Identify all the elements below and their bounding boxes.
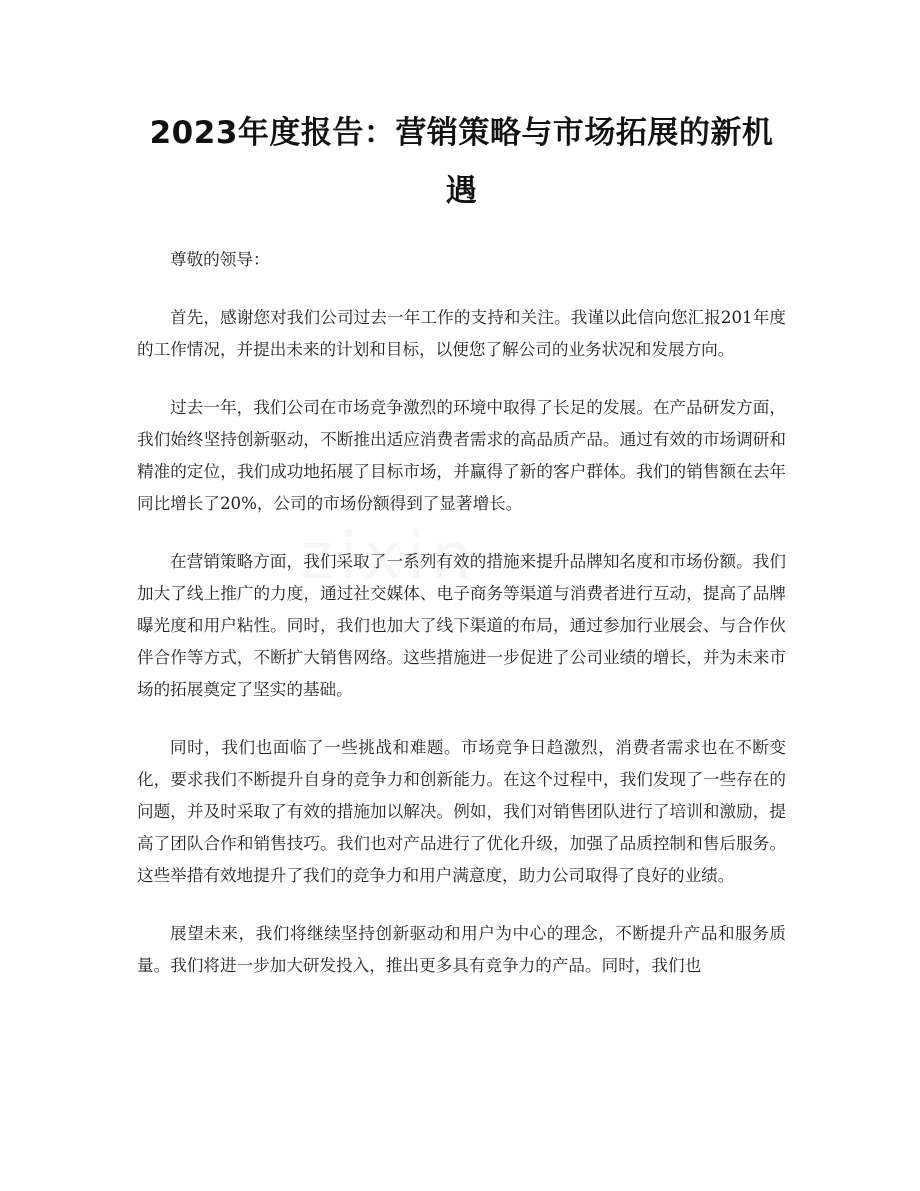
marketing-strategy-paragraph: 在营销策略方面，我们采取了一系列有效的措施来提升品牌知名度和市场份额。我们加大了线上推广的力度，通过社交媒体、电子商务等渠道与消费者进行互动，提高了品牌曝光度和用户粘性。同时，我们也加大了线下渠道的布局，通过参加行业展会、与合作伙伴合作等方式，不断扩大销售网络。这些措施进一步促进了公司业绩的增长，并为未来市场的拓展奠定了坚实的基础。 — [137, 552, 786, 699]
achievements-paragraph: 过去一年，我们公司在市场竞争激烈的环境中取得了长足的发展。在产品研发方面，我们始终坚持创新驱动，不断推出适应消费者需求的高品质产品。通过有效的市场调研和精准的定位，我们成功地拓展了目标市场，并赢得了新的客户群体。我们的销售额在去年同比增长了20%，公司的市场份额得到了显著增长。 — [137, 398, 786, 513]
document-title: 2023年度报告：营销策略与市场拓展的新机遇 — [149, 115, 774, 209]
salutation-paragraph: 尊敬的领导： — [170, 250, 270, 269]
intro-paragraph: 首先，感谢您对我们公司过去一年工作的支持和关注。我谨以此信向您汇报201年度的工作情况，并提出未来的计划和目标，以便您了解公司的业务状况和发展方向。 — [137, 308, 786, 359]
challenges-paragraph: 同时，我们也面临了一些挑战和难题。市场竞争日趋激烈，消费者需求也在不断变化，要求我们不断提升自身的竞争力和创新能力。在这个过程中，我们发现了一些存在的问题，并及时采取了有效的措施加以解决。例如，我们对销售团队进行了培训和激励，提高了团队合作和销售技巧。我们也对产品进行了优化升级，加强了品质控制和售后服务。这些举措有效地提升了我们的竞争力和用户满意度，助力公司取得了良好的业绩。 — [137, 738, 786, 885]
outlook-paragraph: 展望未来，我们将继续坚持创新驱动和用户为中心的理念，不断提升产品和服务质量。我们将进一步加大研发投入，推出更多具有竞争力的产品。同时，我们也 — [137, 924, 786, 975]
document-body — [137, 244, 786, 982]
